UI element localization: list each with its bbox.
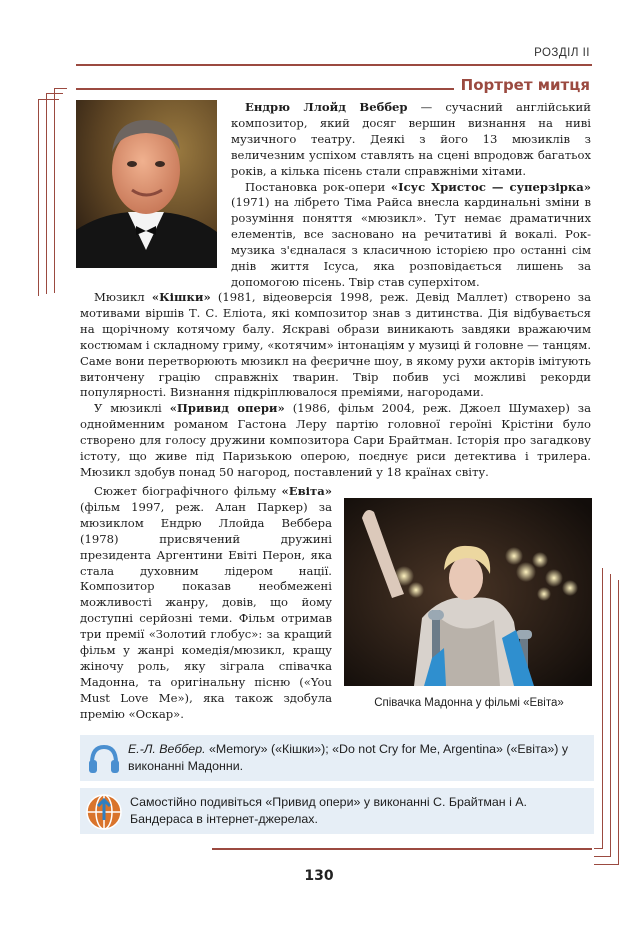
page-number: 130 <box>304 868 334 884</box>
paragraph-evita <box>80 484 332 723</box>
paragraph-body: (1971) на лібрето Тіма Райса внесла кардинальні зміни в розуміння поняття «мюзикл». Тут немає драматичних елементів, все засновано на речитативі й вокалі. Рок-музика з'єдналася з класичною історією про останні сім днів життя Ісуса, яка розповідається лишень за допомогою пісень. Твір став суперхітом. <box>231 195 591 289</box>
listen-works: «Memory» («Кішки»); «Do not Cry for Me, Argentina» («Евіта») у виконанні Мадонни. <box>128 742 569 773</box>
paragraph-lead: Постановка рок-опери <box>245 179 391 194</box>
photo-caption: Співачка Мадонна у фільмі «Евіта» <box>374 697 564 709</box>
portrait-photo <box>76 100 217 268</box>
section-label: РОЗДІЛ ІІ <box>534 47 590 59</box>
footer-rule <box>212 848 592 850</box>
work-title-phantom: «Привид опери» <box>169 401 285 416</box>
work-title-evita: «Евіта» <box>281 484 332 498</box>
globe-icon <box>84 792 124 832</box>
title-rule <box>76 88 454 90</box>
web-box <box>80 788 594 834</box>
header-rule <box>76 64 592 66</box>
paragraph-lead: У мюзиклі <box>94 401 170 416</box>
listen-text <box>128 741 590 775</box>
full-width-text <box>80 290 591 481</box>
work-title-jesus-christ: «Ісус Христос — суперзірка» <box>390 179 591 194</box>
paragraph-intro <box>231 100 591 180</box>
headphones-icon <box>86 741 122 777</box>
section-title: Портрет митця <box>460 76 590 94</box>
paragraph-body: (1981, відеоверсія 1998, реж. Девід Маллет) створено за мотивами віршів Т. С. Еліота, які композитор знав з дитинства. Дія відбувається на щорічному котячому балу. Яскраві образи виникають завдяки вражаючим костюмам і складному гриму, «котячим» інтонаціям у музиці й головне — танцям. Саме вони перетворюють мюзикл на феєричне шоу, в якому рухи акторів імітують витончену грацію справжніх тварин. Твір побив усі можливі рекорди популярності. Визнання підкріплювалося преміями, нагородами. <box>80 290 591 400</box>
paragraph-intro-text: — сучасний англійський композитор, який досяг вершин визнання на ниві музичного театру. Деякі з його 13 мюзиклів з величезним успіхом ставлять на сцені впродовж багатьох років, а кілька пісень стали справжніми хітами. <box>231 100 591 178</box>
paragraph-body: (1986, фільм 2004, реж. Джоел Шумахер) за однойменним романом Гастона Леру партію головної героїні Крістіни було створено для голосу дружини композитора Сари Брайтман. Історія про загадкову істоту, що живе під Паризькою оперою, поєднує риси детектива і трилера. Мюзикл здобув понад 50 нагород, поставлений у 18 країнах світу. <box>80 401 592 479</box>
work-title-cats: «Кішки» <box>151 290 211 304</box>
paragraph-lead: Сюжет біографічного фільму <box>94 484 282 498</box>
evita-column <box>80 484 332 723</box>
paragraph-jesus-christ <box>231 180 591 291</box>
paragraph-cats <box>80 290 591 401</box>
page-stack-border-6 <box>594 580 619 865</box>
web-text: Самостійно подивіться «Привид опери» у виконанні С. Брайтман і А. Бандераса в інтернет-джерелах. <box>130 795 527 826</box>
composer-name: Ендрю Ллойд Веббер <box>245 100 408 114</box>
intro-column <box>231 100 591 291</box>
paragraph-body: (фільм 1997, реж. Алан Паркер) за мюзиклом Ендрю Ллойда Веббера (1978) присвячений дружині президента Аргентини Евіті Перон, яка стала духовним лідером нації. Композитор показав необмежені можливості жанру, довів, що йому доступні серйозні теми. Фільм отримав три премії «Золотий глобус»: за кращий фільм у жанрі комедія/мюзикл, кращу жіночу роль, яку зіграла співачка Мадонна, та оригінальну пісню («You Must Love Me»), яка також здобула премію «Оскар». <box>80 499 332 721</box>
page-stack-border-3 <box>54 88 67 293</box>
paragraph-phantom <box>80 401 591 481</box>
listen-composer: Е.-Л. Веббер. <box>128 742 206 756</box>
evita-photo <box>344 498 592 686</box>
listen-box <box>80 735 594 781</box>
paragraph-lead: Мюзикл <box>94 290 152 304</box>
